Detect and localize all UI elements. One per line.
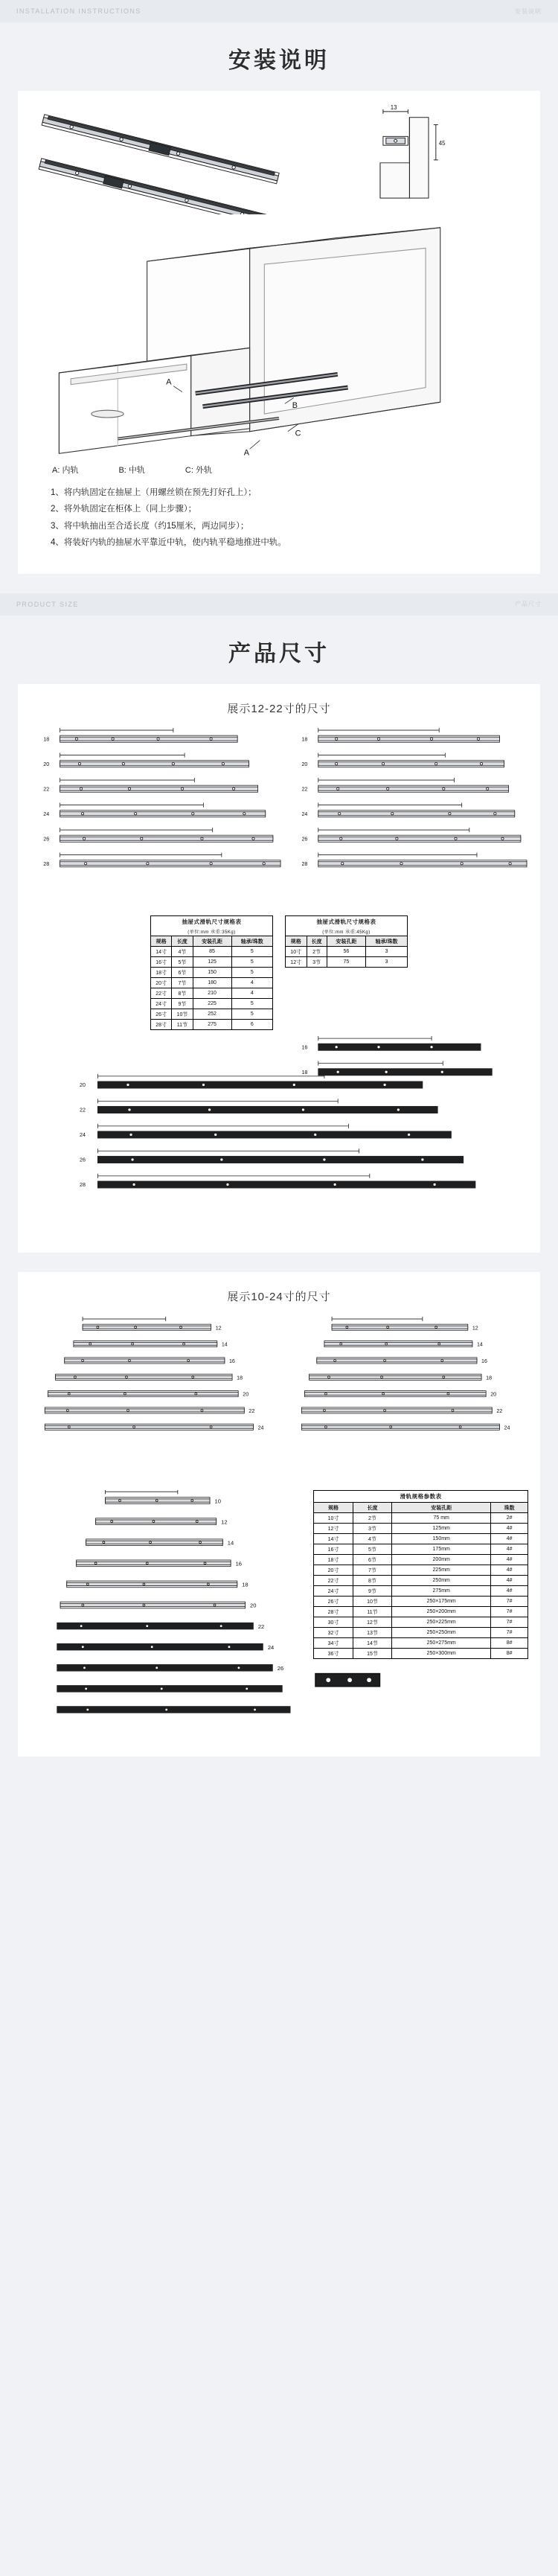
cell: 22寸 <box>151 988 172 999</box>
bl-label-3: 16 <box>235 1560 243 1567</box>
cell: 12寸 <box>314 1524 353 1534</box>
cell: 14寸 <box>151 947 172 957</box>
cell: 36寸 <box>314 1649 353 1659</box>
stepped-label-l3: 18 <box>237 1375 243 1381</box>
legend-item-c: C: 外轨 <box>185 465 212 475</box>
bottom-compare-row <box>30 1490 528 1731</box>
table-row <box>314 1617 528 1628</box>
stepped-label-r5: 22 <box>496 1407 503 1414</box>
cell: 250×200mm <box>392 1607 491 1617</box>
bl-label-7: 24 <box>267 1644 275 1652</box>
table-row <box>314 1586 528 1597</box>
table-row <box>314 1534 528 1544</box>
installation-step-4: 4、将装好内轨的抽屉水平靠近中轨，使内轨平稳地推进中轨。 <box>51 538 286 548</box>
page-title-installation: 安装说明 <box>228 48 330 73</box>
cell: 7# <box>491 1607 528 1617</box>
rail-dimension-diagrams-top <box>30 726 528 900</box>
cell: 22寸 <box>314 1576 353 1586</box>
cell: 6节 <box>353 1555 391 1565</box>
section-bar-left-label-2: PRODUCT SIZE <box>16 600 79 608</box>
legend-item-a: A: 内轨 <box>52 465 79 475</box>
cell: 24寸 <box>151 999 172 1009</box>
bl-label-2: 14 <box>227 1539 234 1547</box>
table-row <box>151 999 273 1009</box>
bl-label-6: 22 <box>257 1623 265 1631</box>
cell: 10节 <box>353 1597 391 1607</box>
cell: 4# <box>491 1534 528 1544</box>
rail-label-right-2: 22 <box>301 785 308 792</box>
rail-label-right-4: 26 <box>301 835 308 842</box>
label-a-2: A <box>243 448 249 458</box>
cell: 6节 <box>172 968 193 978</box>
cell: 12寸 <box>286 957 307 968</box>
rail-label-dark-2: 20 <box>80 1082 86 1089</box>
table-row <box>314 1597 528 1607</box>
rail-thumb-icon <box>313 1665 528 1697</box>
cell: 150mm <box>392 1534 491 1544</box>
cell: 225mm <box>392 1565 491 1576</box>
cell: 12节 <box>353 1617 391 1628</box>
cell: 252 <box>193 1009 231 1020</box>
cell: 4# <box>491 1576 528 1586</box>
cell: 34寸 <box>314 1638 353 1649</box>
cell: 200mm <box>392 1555 491 1565</box>
cell: 10节 <box>172 1009 193 1020</box>
cell: 4# <box>491 1555 528 1565</box>
rail-label-left-4: 26 <box>43 835 50 842</box>
section-bar-right-label-2: 产品尺寸 <box>515 601 542 608</box>
rail-label-dark-5: 26 <box>80 1157 86 1163</box>
cell: 4 <box>231 988 272 999</box>
rail-label-left-0: 18 <box>43 735 50 742</box>
cell: 18寸 <box>314 1555 353 1565</box>
rail-diagrams-bottom-left <box>30 1490 303 1731</box>
stepped-label-l5: 22 <box>248 1407 255 1414</box>
stepped-label-r4: 20 <box>490 1391 497 1398</box>
table-row <box>314 1513 528 1524</box>
table-row <box>314 1628 528 1638</box>
stepped-label-r3: 18 <box>486 1375 493 1381</box>
stepped-label-l4: 20 <box>243 1391 249 1398</box>
cell: 7# <box>491 1597 528 1607</box>
cell: 2# <box>491 1513 528 1524</box>
legend-item-b: B: 中轨 <box>118 465 145 475</box>
table-row <box>286 947 408 957</box>
size-card-10-24 <box>18 1272 540 1757</box>
spec-th-2-2: 安装孔距 <box>327 936 365 947</box>
table-row <box>151 957 273 968</box>
table-row <box>314 1524 528 1534</box>
rail-label-right-3: 24 <box>301 811 308 817</box>
cell: 10寸 <box>286 947 307 957</box>
table-row <box>314 1607 528 1617</box>
table-row <box>151 1009 273 1020</box>
cell: 3节 <box>353 1524 391 1534</box>
spec-table-caption-sub-2: (单位:mm 承重:45Kg) <box>285 927 408 936</box>
cell: 125 <box>193 957 231 968</box>
rail-label-left-1: 20 <box>43 761 50 767</box>
spec-table-1 <box>150 936 273 1030</box>
spec-table-2 <box>285 936 408 968</box>
rail-label-dark-6: 28 <box>80 1182 86 1189</box>
cell: 125mm <box>392 1524 491 1534</box>
stepped-label-r6: 24 <box>504 1425 510 1431</box>
cell: 10寸 <box>314 1513 353 1524</box>
cell: 4# <box>491 1524 528 1534</box>
table-row <box>151 978 273 988</box>
spec-th-2-3: 轴承/珠数 <box>366 936 408 947</box>
bt-th-2: 安装孔距 <box>392 1503 491 1513</box>
cell: 26寸 <box>314 1597 353 1607</box>
spec-table-caption-2: 抽屉式滑轨尺寸规格表 <box>285 915 408 927</box>
size-card-subtitle-1: 展示12-22寸的尺寸 <box>227 702 331 715</box>
spec-tables-row <box>30 915 528 1030</box>
cell: 11节 <box>172 1020 193 1030</box>
cell: 250×225mm <box>392 1617 491 1628</box>
cell: 16寸 <box>314 1544 353 1555</box>
cell: 20寸 <box>151 978 172 988</box>
cell: 5 <box>231 1009 272 1020</box>
cell: 20寸 <box>314 1565 353 1576</box>
cabinet-drawer-illustration <box>30 219 528 461</box>
installation-card <box>18 91 540 574</box>
rail-label-right-1: 20 <box>301 761 308 767</box>
cell: 5节 <box>172 957 193 968</box>
cell: 75 <box>327 957 365 968</box>
table-row <box>314 1638 528 1649</box>
spec-th-1-1: 长度 <box>172 936 193 947</box>
stepped-label-l2: 16 <box>229 1358 235 1364</box>
cell: 56 <box>327 947 365 957</box>
cell: 8# <box>491 1638 528 1649</box>
bl-label-4: 18 <box>242 1581 248 1588</box>
table-row <box>314 1576 528 1586</box>
table-row <box>314 1544 528 1555</box>
cell: 275 <box>193 1020 231 1030</box>
cell: 180 <box>193 978 231 988</box>
bt-th-1: 长度 <box>353 1503 391 1513</box>
label-c-1: C <box>295 429 301 438</box>
table-row <box>314 1565 528 1576</box>
stepped-label-l0: 12 <box>215 1325 222 1332</box>
cell: 250×300mm <box>392 1649 491 1659</box>
bottom-table-caption: 滑轨规格参数表 <box>313 1490 528 1502</box>
rail-pair-illustration <box>30 104 528 214</box>
label-b-1: B <box>292 400 298 410</box>
cell: 5 <box>231 957 272 968</box>
spec-th-2-0: 规格 <box>286 936 307 947</box>
section-bar-installation <box>0 0 558 22</box>
cell: 26寸 <box>151 1009 172 1020</box>
cell: 7节 <box>172 978 193 988</box>
stepped-label-l1: 14 <box>221 1341 228 1348</box>
cell: 5 <box>231 947 272 957</box>
cell: 175mm <box>392 1544 491 1555</box>
cell: 85 <box>193 947 231 957</box>
stepped-label-r1: 14 <box>476 1341 483 1348</box>
spec-th-2-1: 长度 <box>307 936 327 947</box>
section-bar-right-label: 安装说明 <box>515 7 542 15</box>
rail-label-left-2: 22 <box>43 785 50 792</box>
table-row <box>286 957 408 968</box>
installation-step-3: 3、将中轨抽出至合适长度（约15厘米，两边同步）； <box>51 521 249 531</box>
cell: 250×250mm <box>392 1628 491 1638</box>
table-row <box>151 1020 273 1030</box>
rail-label-dark-3: 22 <box>80 1107 86 1113</box>
rail-legend <box>30 461 528 483</box>
rail-label-left-5: 28 <box>43 860 50 867</box>
size-card-12-22 <box>18 684 540 1253</box>
cell: 250mm <box>392 1576 491 1586</box>
rail-label-dark-4: 24 <box>80 1132 86 1139</box>
cell: 8节 <box>172 988 193 999</box>
rail-dimension-diagrams-bottom <box>30 1033 528 1230</box>
table-row <box>314 1555 528 1565</box>
cell: 4# <box>491 1565 528 1576</box>
bt-th-0: 规格 <box>314 1503 353 1513</box>
spec-table-block-1 <box>150 915 273 1030</box>
bl-label-8: 26 <box>277 1665 284 1672</box>
cell: 14节 <box>353 1638 391 1649</box>
dim-45-label: 45 <box>438 140 446 147</box>
bottom-spec-table <box>313 1502 528 1659</box>
rail-label-right-0: 18 <box>301 735 308 742</box>
cell: 2节 <box>353 1513 391 1524</box>
bt-th-3: 珠数 <box>491 1503 528 1513</box>
label-a-1: A <box>166 377 172 387</box>
cell: 275mm <box>392 1586 491 1597</box>
cell: 2节 <box>307 947 327 957</box>
cell: 4节 <box>353 1534 391 1544</box>
stepped-label-r0: 12 <box>472 1325 478 1332</box>
spec-table-caption-1: 抽屉式滑轨尺寸规格表 <box>150 915 273 927</box>
cell: 3 <box>366 947 408 957</box>
rail-label-dark-1: 18 <box>301 1069 308 1076</box>
cell: 8节 <box>353 1576 391 1586</box>
cell: 150 <box>193 968 231 978</box>
table-row <box>151 968 273 978</box>
cell: 30寸 <box>314 1617 353 1628</box>
dim-13-label: 13 <box>390 104 397 111</box>
cell: 14寸 <box>314 1534 353 1544</box>
table-row <box>151 947 273 957</box>
cell: 9节 <box>353 1586 391 1597</box>
cell: 250×175mm <box>392 1597 491 1607</box>
section-bar-product-size <box>0 593 558 616</box>
cell: 75 mm <box>392 1513 491 1524</box>
section-bar-left-label: INSTALLATION INSTRUCTIONS <box>16 7 141 15</box>
cell: 28寸 <box>151 1020 172 1030</box>
cell: 13节 <box>353 1628 391 1638</box>
cell: 15节 <box>353 1649 391 1659</box>
rail-label-dark-0: 16 <box>301 1044 308 1051</box>
cell: 9节 <box>172 999 193 1009</box>
bottom-table-block <box>313 1490 528 1701</box>
rail-label-left-3: 24 <box>43 811 50 817</box>
spec-th-1-3: 轴承/珠数 <box>231 936 272 947</box>
rail-label-right-5: 28 <box>301 860 308 867</box>
cell: 6 <box>231 1020 272 1030</box>
installation-step-2: 2、将外轨固定在柜体上（同上步骤）； <box>51 505 197 514</box>
cell: 4节 <box>172 947 193 957</box>
cell: 5 <box>231 968 272 978</box>
stepped-label-r2: 16 <box>481 1358 487 1364</box>
size-card-subtitle-2: 展示10-24寸的尺寸 <box>227 1291 331 1304</box>
cell: 250×275mm <box>392 1638 491 1649</box>
table-row <box>314 1649 528 1659</box>
table-row <box>151 988 273 999</box>
cell: 32寸 <box>314 1628 353 1638</box>
spec-table-caption-sub-1: (单位:mm 承重:35Kg) <box>150 927 273 936</box>
rail-diagrams-stepped <box>30 1314 528 1473</box>
cell: 4 <box>231 978 272 988</box>
spec-table-block-2 <box>285 915 408 1030</box>
bl-label-1: 12 <box>221 1518 228 1526</box>
cell: 28寸 <box>314 1607 353 1617</box>
cell: 16寸 <box>151 957 172 968</box>
installation-step-1: 1、将内轨固定在抽屉上（用螺丝锁在预先打好孔上）； <box>51 488 257 497</box>
cell: 4# <box>491 1586 528 1597</box>
cell: 7节 <box>353 1565 391 1576</box>
bl-label-0: 10 <box>214 1498 221 1505</box>
cell: 225 <box>193 999 231 1009</box>
cell: 5节 <box>353 1544 391 1555</box>
cell: 11节 <box>353 1607 391 1617</box>
cell: 7# <box>491 1617 528 1628</box>
cell: 3节 <box>307 957 327 968</box>
cell: 18寸 <box>151 968 172 978</box>
installation-steps <box>30 483 528 554</box>
cell: 24寸 <box>314 1586 353 1597</box>
page-title-product-size: 产品尺寸 <box>228 641 330 666</box>
cell: 3 <box>366 957 408 968</box>
cell: 4# <box>491 1544 528 1555</box>
spec-th-1-0: 规格 <box>151 936 172 947</box>
cell: 8# <box>491 1649 528 1659</box>
spec-th-1-2: 安装孔距 <box>193 936 231 947</box>
cell: 5 <box>231 999 272 1009</box>
stepped-label-l6: 24 <box>257 1425 264 1431</box>
bl-label-5: 20 <box>250 1602 257 1609</box>
cell: 210 <box>193 988 231 999</box>
cell: 7# <box>491 1628 528 1638</box>
